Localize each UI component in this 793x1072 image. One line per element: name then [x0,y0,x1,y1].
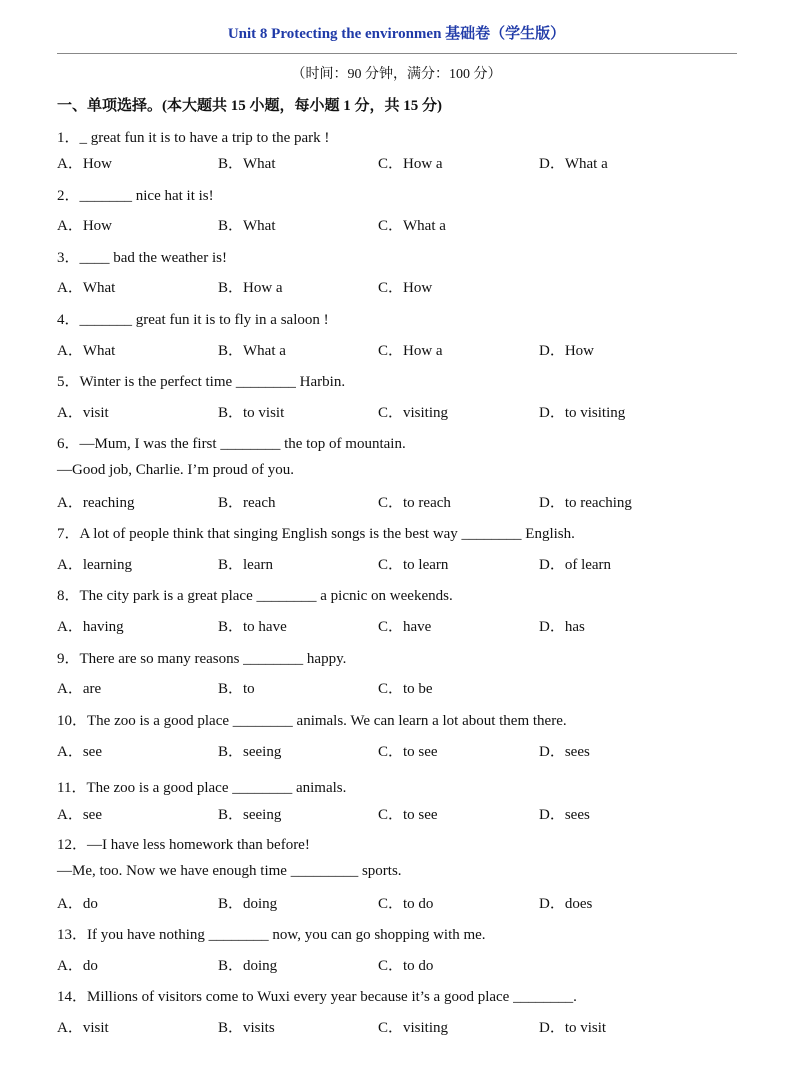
question-5-option-a: A．visit [57,405,109,421]
question-11-option-d: D．sees [539,807,590,823]
question-4-option-d: D．How [539,343,594,359]
question-4-option-b: B．What a [218,343,286,359]
question-4-option-a: A．What [57,343,116,359]
question-11-option-c: C．to see [378,807,438,823]
question-13-stem: 13．If you have nothing ________ now, you can go shopping with me. [57,927,486,943]
question-11-option-b: B．seeing [218,807,282,823]
document-title: Unit 8 Protecting the environmen 基础卷（学生版） [227,26,566,42]
question-3-option-c: C．How [378,280,433,296]
question-3-option-b: B．How a [218,280,283,296]
question-10-option-a: A．see [57,744,102,760]
question-12-option-c: C．to do [378,896,434,912]
question-9-stem: 9．There are so many reasons ________ happy. [57,651,347,667]
question-11-option-a: A．see [57,807,102,823]
question-7-option-d: D．of learn [539,557,612,573]
question-5-option-d: D．to visiting [539,405,626,421]
question-2-stem: 2．_______ nice hat it is! [57,188,214,204]
question-6-stem-line-2: —Good job, Charlie. I’m proud of you. [57,462,295,478]
question-5-option-b: B．to visit [218,405,285,421]
question-7-option-c: C．to learn [378,557,449,573]
question-8-option-d: D．has [539,619,585,635]
question-5-stem: 5．Winter is the perfect time ________ Harbin. [57,374,346,390]
question-9-option-a: A．are [57,681,102,697]
question-13-option-c: C．to do [378,958,434,974]
question-7-option-a: A．learning [57,557,132,573]
question-4-option-c: C．How a [378,343,443,359]
question-12-option-a: A．do [57,896,98,912]
header-divider [57,53,737,54]
question-14-option-c: C．visiting [378,1020,449,1036]
question-6-option-d: D．to reaching [539,495,632,511]
question-10-option-d: D．sees [539,744,590,760]
question-12-option-d: D．does [539,896,593,912]
question-13-option-b: B．doing [218,958,278,974]
question-12-option-b: B．doing [218,896,278,912]
question-8-option-a: A．having [57,619,124,635]
question-12-stem-line-2: —Me, too. Now we have enough time _________ sports. [57,863,402,879]
question-1-option-b: B．What [218,156,276,172]
question-5-option-c: C．visiting [378,405,449,421]
question-8-option-c: C．have [378,619,432,635]
question-2-option-a: A．How [57,218,112,234]
question-7-stem: 7．A lot of people think that singing English songs is the best way ________ English. [57,526,575,542]
question-8-stem: 8．The city park is a great place ________ a picnic on weekends. [57,588,453,604]
question-6-option-b: B．reach [218,495,276,511]
question-14-stem: 14．Millions of visitors come to Wuxi every year because it’s a good place ________. [57,989,577,1005]
question-3-stem: 3．____ bad the weather is! [57,250,227,266]
question-1-stem: 1．_ great fun it is to have a trip to the park ! [57,130,330,146]
question-6-stem: 6．—Mum, I was the first ________ the top of mountain. [57,436,406,452]
question-10-stem: 10．The zoo is a good place ________ animals. We can learn a lot about them there. [57,713,567,729]
question-10-option-c: C．to see [378,744,438,760]
question-1-option-c: C．How a [378,156,443,172]
question-14-option-b: B．visits [218,1020,275,1036]
question-1-option-d: D．What a [539,156,608,172]
question-2-option-b: B．What [218,218,276,234]
question-4-stem: 4．_______ great fun it is to fly in a saloon ! [57,312,329,328]
question-13-option-a: A．do [57,958,98,974]
question-1-option-a: A．How [57,156,112,172]
question-11-stem: 11．The zoo is a good place ________ animals. [57,780,347,796]
question-3-option-a: A．What [57,280,116,296]
exam-info: （时间：90 分钟，满分：100 分） [291,67,502,82]
question-9-option-c: C．to be [378,681,433,697]
question-10-option-b: B．seeing [218,744,282,760]
question-14-option-d: D．to visit [539,1020,607,1036]
question-14-option-a: A．visit [57,1020,109,1036]
question-8-option-b: B．to have [218,619,287,635]
section-heading: 一、单项选择。(本大题共 15 小题，每小题 1 分，共 15 分) [57,98,442,114]
question-12-stem: 12．—I have less homework than before! [57,837,310,853]
question-2-option-c: C．What a [378,218,446,234]
question-6-option-c: C．to reach [378,495,451,511]
question-9-option-b: B．to [218,681,255,697]
question-7-option-b: B．learn [218,557,273,573]
question-6-option-a: A．reaching [57,495,135,511]
